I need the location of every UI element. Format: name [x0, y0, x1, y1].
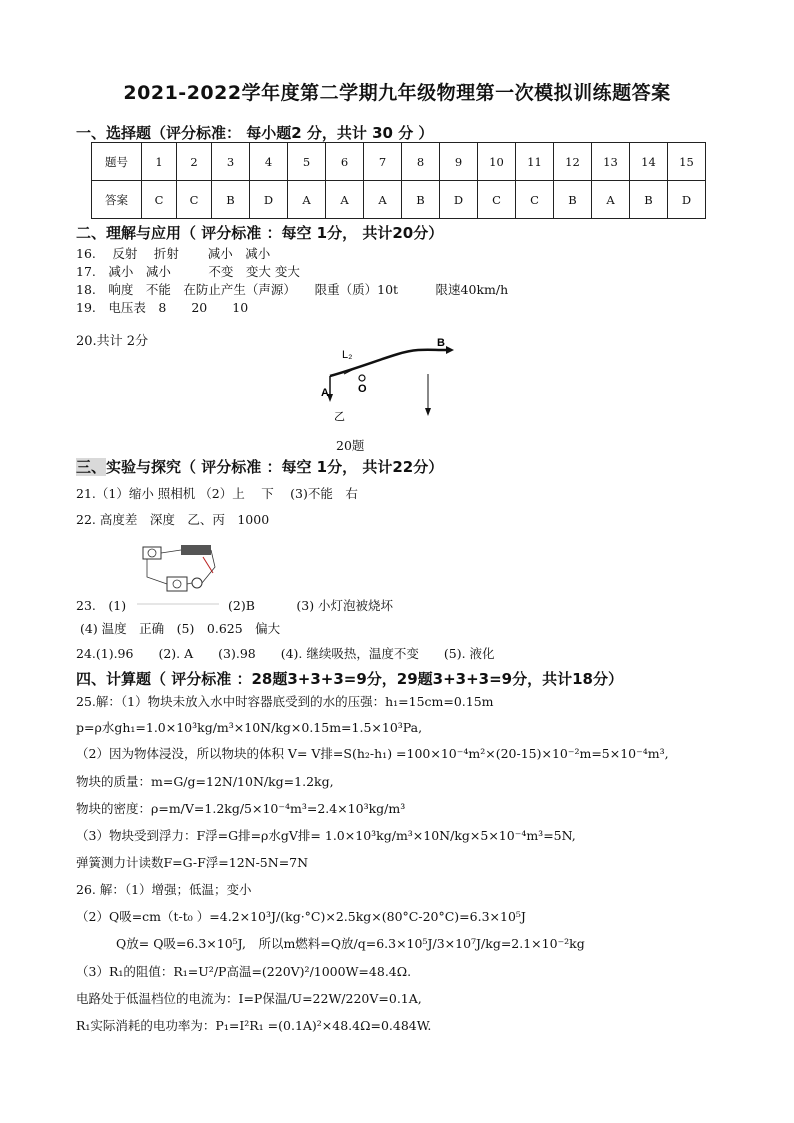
- answer-line-24: 24.(1).96 (2). A (3).98 (4). 继续吸热，温度不变 (5). 液化: [76, 646, 495, 661]
- table-cell: C: [177, 181, 212, 219]
- table-cell: D: [440, 181, 478, 219]
- table-cell: D: [250, 181, 288, 219]
- table-cell: 4: [250, 143, 288, 181]
- table-cell: 10: [478, 143, 516, 181]
- table-cell: A: [326, 181, 364, 219]
- answer-line-22: 22. 高度差 深度 乙、丙 1000: [76, 512, 270, 527]
- rheostat-icon: [181, 545, 211, 555]
- table-cell: C: [478, 181, 516, 219]
- section2-heading: 二、理解与应用（ 评分标准 ：每空 1分， 共计20分）: [76, 224, 444, 242]
- answer-line-23-2: (2)B (3) 小灯泡被烧坏: [228, 598, 394, 613]
- arrow-down-icon: [425, 408, 431, 416]
- calc-line: （3）R₁的阻值：R₁=U²/P高温=(220V)²/1000W=48.4Ω.: [76, 964, 412, 979]
- answer-line-23-3: (4) 温度 正确 (5) 0.625 偏大: [80, 621, 281, 636]
- arrow-b-icon: [446, 346, 454, 354]
- table-cell: 12: [554, 143, 592, 181]
- table-cell: C: [142, 181, 177, 219]
- section3-heading: [76, 456, 443, 477]
- calc-line: 物块的密度：ρ=m/V=1.2kg/5×10⁻⁴m³=2.4×10³kg/m³: [76, 801, 406, 816]
- label-b: B: [437, 338, 445, 349]
- answer-line-16: 16. 反射 折射 减小 减小: [76, 246, 271, 261]
- answer-line-21: 21.（1）缩小 照相机 （2）上 下 (3)不能 右: [76, 486, 358, 501]
- table-cell: A: [364, 181, 402, 219]
- table-cell: 2: [177, 143, 212, 181]
- table-cell: A: [592, 181, 630, 219]
- calc-line: 25.解：（1）物块未放入水中时容器底受到的水的压强：h₁=15cm=0.15m: [76, 694, 494, 709]
- calc-line: （2）Q吸=cm（t-t₀ ）=4.2×10³J/(kg·°C)×2.5kg×(80°C-20°C)=6.3×10⁵J: [76, 909, 526, 924]
- calc-line: Q放= Q吸=6.3×10⁵J, 所以m燃料=Q放/q=6.3×10⁵J/3×10⁷J/kg=2.1×10⁻²kg: [116, 936, 585, 951]
- table-cell: 7: [364, 143, 402, 181]
- label-a: A: [321, 387, 329, 399]
- answer-line-19: 19. 电压表 8 20 10: [76, 300, 249, 315]
- calc-line: 电路处于低温档位的电流为：I=P保温/U=22W/220V=0.1A,: [76, 991, 422, 1006]
- calc-line: 弹簧测力计读数F=G-F浮=12N-5N=7N: [76, 855, 309, 870]
- figure-20-caption: 20题: [336, 438, 365, 453]
- calc-line: 物块的质量：m=G/g=12N/10N/kg=1.2kg,: [76, 774, 334, 789]
- table-cell: 13: [592, 143, 630, 181]
- table-cell: 9: [440, 143, 478, 181]
- pivot-icon: [359, 375, 365, 381]
- answer-line-18: 18. 响度 不能 在防止产生（声源） 限重（质）10t 限速40km/h: [76, 282, 509, 297]
- label-o: O: [358, 383, 367, 395]
- table-cell: B: [554, 181, 592, 219]
- table-cell: 6: [326, 143, 364, 181]
- answer-line-23-1: 23. (1): [76, 598, 127, 613]
- table-cell: 11: [516, 143, 554, 181]
- calc-line: R₁实际消耗的电功率为：P₁=I²R₁ =(0.1A)²×48.4Ω=0.484W.: [76, 1018, 432, 1033]
- figure-23-circuit-photo: [137, 537, 219, 605]
- section4-heading: 四、计算题（ 评分标准 ：28题3+3+3=9分，29题3+3+3=9分，共计18分）: [76, 670, 623, 688]
- table-cell: D: [668, 181, 706, 219]
- table-cell: 15: [668, 143, 706, 181]
- table-cell: 8: [402, 143, 440, 181]
- section3-title: 实验与探究（ 评分标准 ：每空 1分， 共计22分）: [106, 458, 444, 476]
- table-cell: 1: [142, 143, 177, 181]
- table-cell: B: [212, 181, 250, 219]
- section1-heading: 一、选择题（评分标准： 每小题2 分，共计 30 分 ）: [76, 124, 434, 142]
- table-row-numbers: [92, 143, 706, 181]
- table-cell: B: [630, 181, 668, 219]
- table-cell: 14: [630, 143, 668, 181]
- calc-line: （2）因为物体浸没，所以物块的体积 V= V排=S(h₂-h₁) =100×10⁻⁴m²×(20-15)×10⁻²m=5×10⁻⁴m³,: [76, 746, 669, 761]
- label-yi: 乙: [334, 410, 345, 423]
- table-cell: C: [516, 181, 554, 219]
- figure-20-lever-diagram: [318, 338, 458, 428]
- row-label: 题号: [92, 143, 142, 181]
- calc-line: （3）物块受到浮力：F浮=G排=ρ水gV排= 1.0×10³kg/m³×10N/kg×5×10⁻⁴m³=5N,: [76, 828, 576, 843]
- calc-line: p=ρ水gh₁=1.0×10³kg/m³×10N/kg×0.15m=1.5×10³Pa,: [76, 720, 423, 735]
- table-row-answers: [92, 181, 706, 219]
- table-cell: 5: [288, 143, 326, 181]
- answer-line-17: 17. 减小 减小 不变 变大 变大: [76, 264, 300, 279]
- section3-number: 三、: [76, 458, 107, 476]
- calc-line: 26. 解：（1）增强；低温；变小: [76, 882, 252, 897]
- row-label: 答案: [92, 181, 142, 219]
- table-cell: 3: [212, 143, 250, 181]
- label-l2: L₂: [342, 349, 353, 361]
- answer-line-20: 20.共计 2分: [76, 334, 149, 349]
- answer-table: [91, 142, 706, 219]
- table-cell: A: [288, 181, 326, 219]
- table-cell: B: [402, 181, 440, 219]
- page-title: 2021-2022学年度第二学期九年级物理第一次模拟训练题答案: [123, 82, 671, 104]
